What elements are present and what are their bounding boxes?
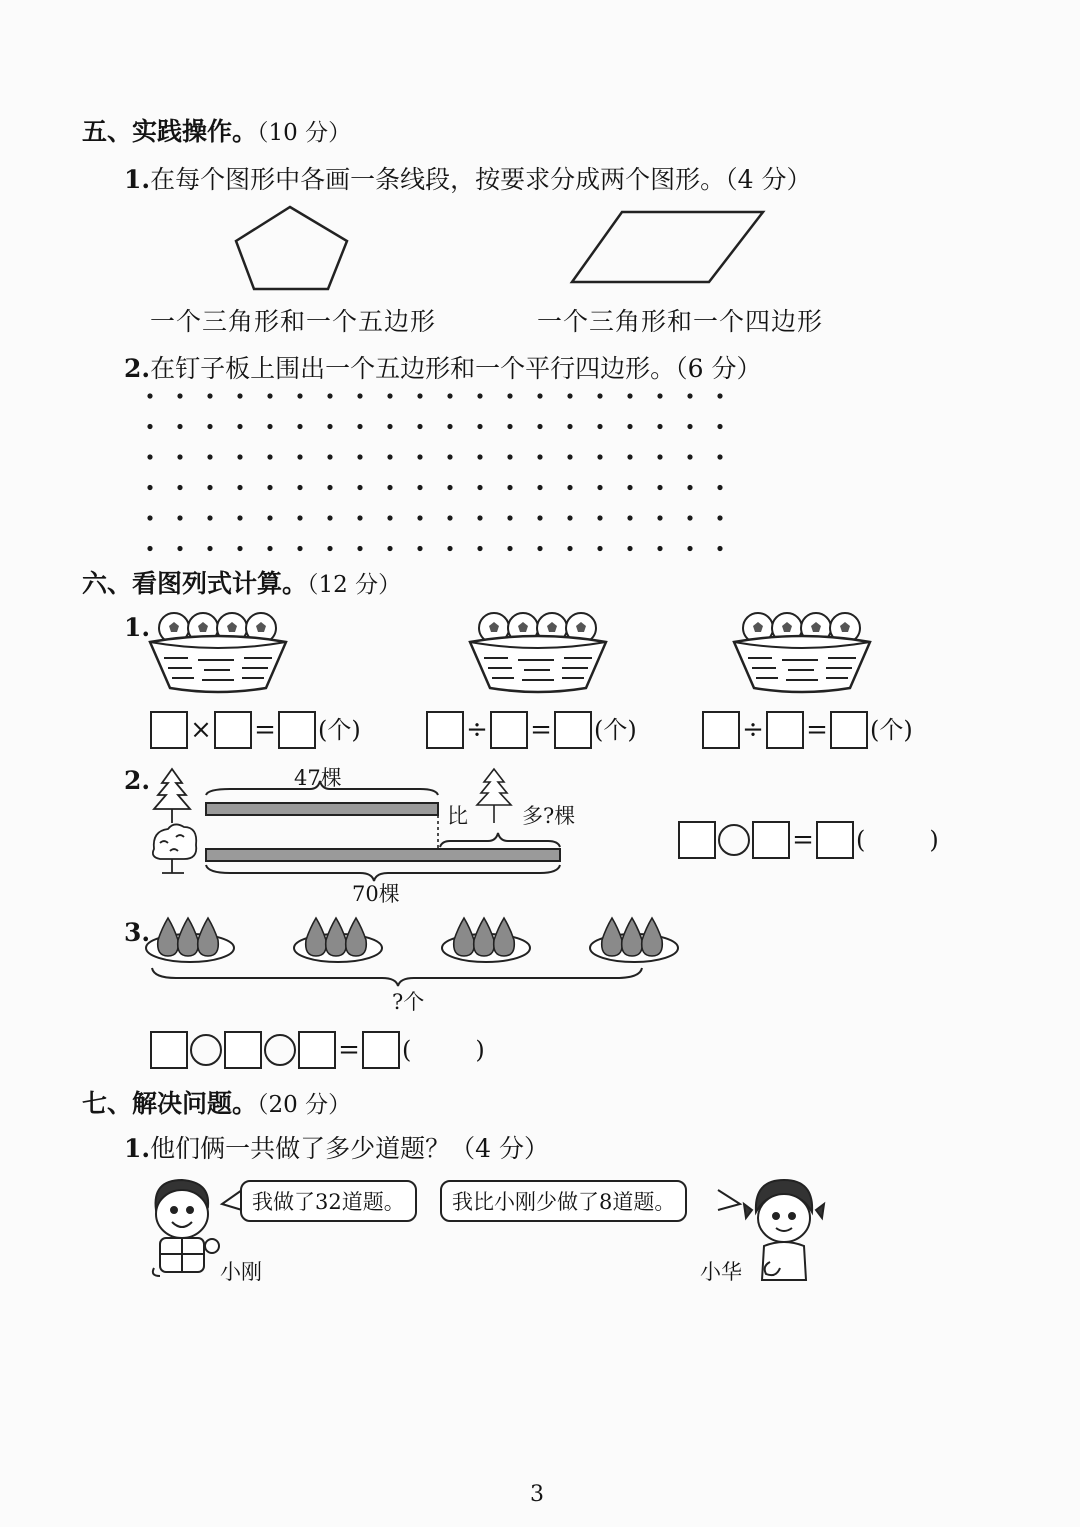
equation-q3 bbox=[150, 1028, 485, 1070]
answer-box[interactable] bbox=[702, 711, 740, 749]
peg-dot[interactable] bbox=[567, 454, 572, 459]
pear-icon bbox=[602, 918, 623, 956]
name-right: 小华 bbox=[700, 1260, 742, 1284]
section6-score: （12 分） bbox=[307, 572, 402, 598]
answer-box[interactable] bbox=[830, 711, 868, 749]
peg-dot[interactable] bbox=[177, 515, 182, 520]
girl-character-icon bbox=[742, 1176, 828, 1286]
peg-dot[interactable] bbox=[477, 485, 482, 490]
pear-icon bbox=[346, 918, 367, 956]
peg-dot[interactable] bbox=[267, 515, 272, 520]
peg-dot[interactable] bbox=[387, 393, 392, 398]
peg-dot[interactable] bbox=[597, 515, 602, 520]
peg-dot[interactable] bbox=[297, 424, 302, 429]
peg-dot[interactable] bbox=[717, 393, 722, 398]
q-text: 在钉子板上围出一个五边形和一个平行四边形。（6 分） bbox=[150, 354, 762, 383]
peg-dot[interactable] bbox=[717, 454, 722, 459]
peg-dot[interactable] bbox=[657, 546, 662, 551]
peg-dot[interactable] bbox=[687, 393, 692, 398]
peg-dot[interactable] bbox=[477, 454, 482, 459]
section7-score: （20 分） bbox=[257, 1092, 352, 1118]
unit-open: ( bbox=[402, 1035, 412, 1064]
basket-of-balls-icon bbox=[148, 608, 288, 694]
pentagon-figure[interactable] bbox=[232, 203, 357, 295]
unit-close: ) bbox=[929, 825, 939, 854]
peg-dot[interactable] bbox=[417, 515, 422, 520]
peg-dot[interactable] bbox=[657, 393, 662, 398]
operator: ÷ bbox=[742, 714, 764, 745]
equation-q2 bbox=[678, 818, 939, 860]
peg-dot[interactable] bbox=[177, 424, 182, 429]
peg-dot[interactable] bbox=[477, 546, 482, 551]
peg-dot[interactable] bbox=[147, 485, 152, 490]
speech-bubble-left: 我做了32道题。 bbox=[240, 1180, 417, 1222]
pear-icon bbox=[198, 918, 219, 956]
equals-sign: = bbox=[806, 714, 828, 745]
peg-dot[interactable] bbox=[297, 546, 302, 551]
unit-close: ) bbox=[475, 1035, 485, 1064]
peg-dot[interactable] bbox=[477, 424, 482, 429]
peg-dot[interactable] bbox=[597, 485, 602, 490]
q-number: 1. bbox=[124, 1134, 151, 1163]
unit-label: (个) bbox=[870, 715, 913, 744]
peg-dot[interactable] bbox=[537, 485, 542, 490]
peg-dot[interactable] bbox=[507, 424, 512, 429]
equation-1 bbox=[150, 708, 361, 750]
speech-bubble-right: 我比小刚少做了8道题。 bbox=[440, 1180, 687, 1222]
peg-dot[interactable] bbox=[537, 546, 542, 551]
section5-score: （10 分） bbox=[257, 120, 352, 146]
peg-dot[interactable] bbox=[207, 454, 212, 459]
answer-box[interactable] bbox=[362, 1031, 400, 1069]
peg-dot[interactable] bbox=[327, 393, 332, 398]
caption-left: 一个三角形和一个五边形 bbox=[150, 307, 437, 336]
peg-dot[interactable] bbox=[267, 393, 272, 398]
peg-dot[interactable] bbox=[147, 546, 152, 551]
equation-2 bbox=[426, 708, 637, 750]
pear-icon bbox=[474, 918, 495, 956]
peg-dot[interactable] bbox=[387, 515, 392, 520]
peg-dot[interactable] bbox=[417, 485, 422, 490]
peg-dot[interactable] bbox=[327, 515, 332, 520]
pear-icon bbox=[454, 918, 475, 956]
section7-title: 七、解决问题。 bbox=[82, 1089, 258, 1118]
bottom-bar-label: 70棵 bbox=[352, 882, 400, 906]
peg-dot[interactable] bbox=[237, 424, 242, 429]
peg-dot[interactable] bbox=[447, 485, 452, 490]
answer-box[interactable] bbox=[150, 1031, 188, 1069]
basket-of-balls-icon bbox=[468, 608, 608, 694]
peg-dot[interactable] bbox=[177, 393, 182, 398]
q-text: 他们俩一共做了多少道题？（4 分） bbox=[150, 1134, 549, 1163]
basket-of-balls-icon bbox=[732, 608, 872, 694]
peg-dot[interactable] bbox=[387, 454, 392, 459]
total-brace bbox=[152, 968, 642, 986]
name-left: 小刚 bbox=[220, 1260, 262, 1284]
peg-dot[interactable] bbox=[297, 515, 302, 520]
answer-box[interactable] bbox=[766, 711, 804, 749]
peg-dot[interactable] bbox=[717, 424, 722, 429]
peg-dot[interactable] bbox=[507, 485, 512, 490]
peg-dot[interactable] bbox=[447, 546, 452, 551]
answer-box[interactable] bbox=[150, 711, 188, 749]
peg-dot[interactable] bbox=[477, 515, 482, 520]
peg-dot[interactable] bbox=[207, 546, 212, 551]
equals-sign: = bbox=[254, 714, 276, 745]
peg-dot[interactable] bbox=[237, 515, 242, 520]
pine-tree-icon bbox=[477, 769, 511, 823]
peg-dot[interactable] bbox=[687, 485, 692, 490]
peg-dot[interactable] bbox=[627, 515, 632, 520]
unit-open: ( bbox=[856, 825, 866, 854]
peg-dot[interactable] bbox=[207, 424, 212, 429]
equals-sign: = bbox=[338, 1034, 360, 1065]
total-label: ?个 bbox=[392, 990, 425, 1014]
peg-dot[interactable] bbox=[537, 424, 542, 429]
peg-dot[interactable] bbox=[297, 393, 302, 398]
section5-title: 五、实践操作。 bbox=[82, 117, 258, 146]
round-tree-icon bbox=[153, 824, 196, 873]
peg-dot[interactable] bbox=[537, 454, 542, 459]
peg-dot[interactable] bbox=[177, 454, 182, 459]
peg-dot[interactable] bbox=[327, 424, 332, 429]
equals-sign: = bbox=[792, 824, 814, 855]
peg-dot[interactable] bbox=[657, 454, 662, 459]
peg-dot[interactable] bbox=[717, 515, 722, 520]
section6-title: 六、看图列式计算。 bbox=[82, 569, 308, 598]
peg-dot[interactable] bbox=[177, 546, 182, 551]
section5-q1 bbox=[124, 160, 811, 196]
peg-dot[interactable] bbox=[357, 393, 362, 398]
section7-q1 bbox=[124, 1129, 549, 1165]
peg-dot[interactable] bbox=[147, 393, 152, 398]
peg-dot[interactable] bbox=[267, 424, 272, 429]
peg-dot[interactable] bbox=[687, 546, 692, 551]
pear-icon bbox=[306, 918, 327, 956]
peg-dot[interactable] bbox=[567, 393, 572, 398]
peg-dot[interactable] bbox=[207, 393, 212, 398]
peg-dot[interactable] bbox=[237, 393, 242, 398]
pear-icon bbox=[326, 918, 347, 956]
peg-dot[interactable] bbox=[267, 546, 272, 551]
q-number: 1. bbox=[124, 165, 151, 194]
peg-dot[interactable] bbox=[297, 485, 302, 490]
peg-dot[interactable] bbox=[657, 515, 662, 520]
peg-dot[interactable] bbox=[357, 454, 362, 459]
peg-dot[interactable] bbox=[327, 454, 332, 459]
answer-box[interactable] bbox=[490, 711, 528, 749]
pear-plates-diagram bbox=[146, 912, 686, 992]
peg-dot[interactable] bbox=[387, 424, 392, 429]
peg-dot[interactable] bbox=[327, 485, 332, 490]
answer-box[interactable] bbox=[426, 711, 464, 749]
peg-dot[interactable] bbox=[537, 515, 542, 520]
pear-icon bbox=[178, 918, 199, 956]
section6-q1-number: 1. bbox=[124, 613, 151, 642]
peg-dot[interactable] bbox=[207, 485, 212, 490]
peg-dot[interactable] bbox=[507, 546, 512, 551]
compare-label-right: 多?棵 bbox=[522, 804, 576, 828]
q-number: 2. bbox=[124, 354, 151, 383]
peg-dot[interactable] bbox=[567, 485, 572, 490]
peg-dot[interactable] bbox=[417, 454, 422, 459]
speech-tail-right bbox=[714, 1180, 744, 1220]
section6-q3-number: 3. bbox=[124, 918, 151, 947]
equation-3 bbox=[702, 708, 913, 750]
peg-dot[interactable] bbox=[597, 546, 602, 551]
boy-character-icon bbox=[146, 1176, 226, 1280]
peg-dot[interactable] bbox=[597, 424, 602, 429]
peg-dot[interactable] bbox=[237, 454, 242, 459]
peg-dot[interactable] bbox=[507, 515, 512, 520]
pegboard-grid[interactable] bbox=[140, 388, 740, 558]
unit-label: (个) bbox=[318, 715, 361, 744]
operator-circle[interactable] bbox=[190, 1034, 222, 1066]
peg-dot[interactable] bbox=[567, 424, 572, 429]
peg-dot[interactable] bbox=[717, 485, 722, 490]
pear-icon bbox=[642, 918, 663, 956]
peg-dot[interactable] bbox=[327, 546, 332, 551]
answer-box[interactable] bbox=[224, 1031, 262, 1069]
peg-dot[interactable] bbox=[387, 485, 392, 490]
peg-dot[interactable] bbox=[177, 485, 182, 490]
peg-dot[interactable] bbox=[447, 515, 452, 520]
peg-dot[interactable] bbox=[627, 485, 632, 490]
operator: ÷ bbox=[466, 714, 488, 745]
answer-box[interactable] bbox=[678, 821, 716, 859]
peg-dot[interactable] bbox=[597, 454, 602, 459]
peg-dot[interactable] bbox=[627, 424, 632, 429]
peg-dot[interactable] bbox=[627, 393, 632, 398]
peg-dot[interactable] bbox=[507, 393, 512, 398]
section6-q2-number: 2. bbox=[124, 766, 151, 795]
pear-icon bbox=[158, 918, 179, 956]
peg-dot[interactable] bbox=[417, 393, 422, 398]
answer-box[interactable] bbox=[816, 821, 854, 859]
peg-dot[interactable] bbox=[387, 546, 392, 551]
peg-dot[interactable] bbox=[357, 515, 362, 520]
peg-dot[interactable] bbox=[447, 393, 452, 398]
peg-dot[interactable] bbox=[267, 454, 272, 459]
pear-icon bbox=[622, 918, 643, 956]
pear-icon bbox=[494, 918, 515, 956]
peg-dot[interactable] bbox=[207, 515, 212, 520]
peg-dot[interactable] bbox=[567, 515, 572, 520]
peg-dot[interactable] bbox=[507, 454, 512, 459]
peg-dot[interactable] bbox=[567, 546, 572, 551]
section6-heading bbox=[82, 564, 401, 600]
peg-dot[interactable] bbox=[237, 546, 242, 551]
peg-dot[interactable] bbox=[417, 424, 422, 429]
parallelogram-figure[interactable] bbox=[568, 208, 768, 288]
peg-dot[interactable] bbox=[297, 454, 302, 459]
peg-dot[interactable] bbox=[687, 424, 692, 429]
peg-dot[interactable] bbox=[357, 546, 362, 551]
peg-dot[interactable] bbox=[537, 393, 542, 398]
pine-tree-icon bbox=[154, 769, 190, 823]
peg-dot[interactable] bbox=[657, 424, 662, 429]
peg-dot[interactable] bbox=[627, 454, 632, 459]
operator: × bbox=[190, 714, 212, 745]
peg-dot[interactable] bbox=[447, 454, 452, 459]
peg-dot[interactable] bbox=[597, 393, 602, 398]
peg-dot[interactable] bbox=[627, 546, 632, 551]
peg-dot[interactable] bbox=[357, 485, 362, 490]
page-number: 3 bbox=[530, 1482, 544, 1507]
answer-box[interactable] bbox=[554, 711, 592, 749]
operator-circle[interactable] bbox=[718, 824, 750, 856]
peg-dot[interactable] bbox=[147, 515, 152, 520]
section5-heading bbox=[82, 112, 351, 148]
section7-heading bbox=[82, 1084, 351, 1120]
equals-sign: = bbox=[530, 714, 552, 745]
operator-circle[interactable] bbox=[264, 1034, 296, 1066]
top-bar-label: 47棵 bbox=[294, 766, 342, 790]
answer-box[interactable] bbox=[214, 711, 252, 749]
peg-dot[interactable] bbox=[147, 454, 152, 459]
peg-dot[interactable] bbox=[447, 424, 452, 429]
unit-label: (个) bbox=[594, 715, 637, 744]
answer-box[interactable] bbox=[752, 821, 790, 859]
q-text: 在每个图形中各画一条线段，按要求分成两个图形。（4 分） bbox=[150, 165, 812, 194]
section5-q2 bbox=[124, 349, 761, 385]
peg-dot[interactable] bbox=[237, 485, 242, 490]
peg-dot[interactable] bbox=[657, 485, 662, 490]
peg-dot[interactable] bbox=[357, 424, 362, 429]
peg-dot[interactable] bbox=[417, 546, 422, 551]
compare-label-left: 比 bbox=[447, 804, 468, 828]
answer-box[interactable] bbox=[278, 711, 316, 749]
caption-right: 一个三角形和一个四边形 bbox=[537, 307, 824, 336]
peg-dot[interactable] bbox=[687, 515, 692, 520]
peg-dot[interactable] bbox=[147, 424, 152, 429]
peg-dot[interactable] bbox=[477, 393, 482, 398]
peg-dot[interactable] bbox=[267, 485, 272, 490]
peg-dot[interactable] bbox=[687, 454, 692, 459]
answer-box[interactable] bbox=[298, 1031, 336, 1069]
peg-dot[interactable] bbox=[717, 546, 722, 551]
